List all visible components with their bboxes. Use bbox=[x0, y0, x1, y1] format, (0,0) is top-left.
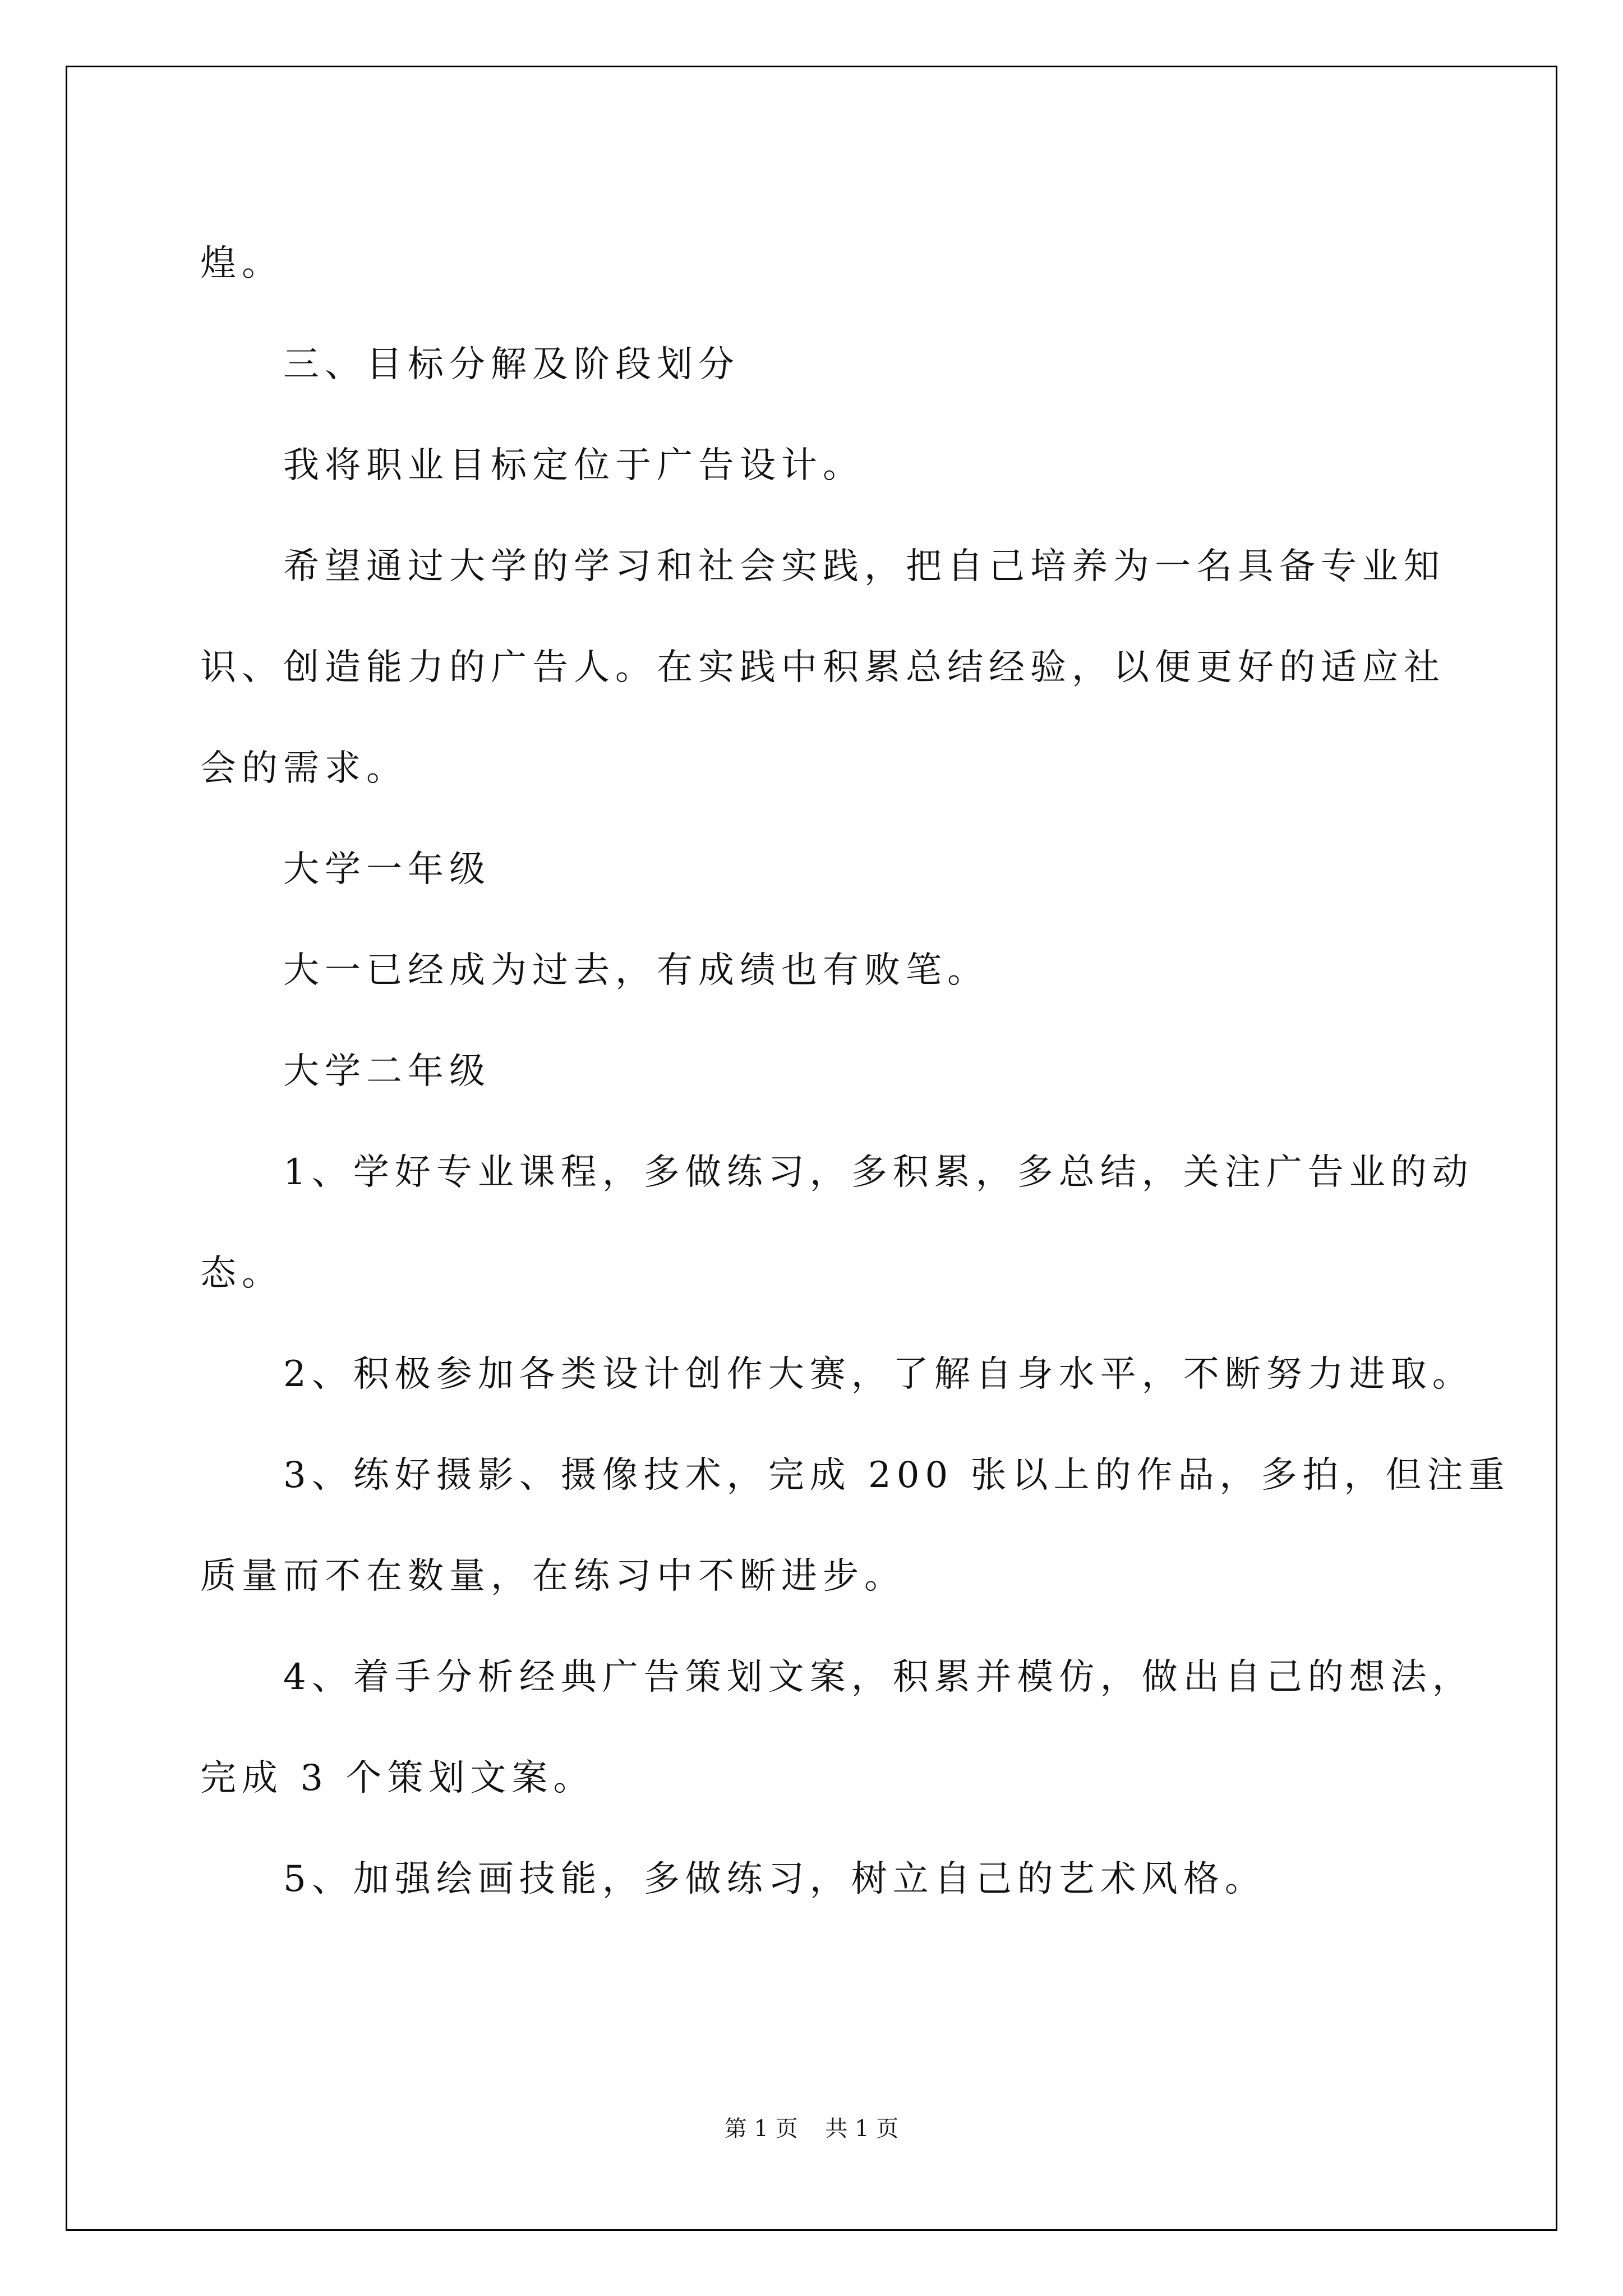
body-line: 希望通过大学的学习和社会实践，把自己培养为一名具备专业知 bbox=[283, 546, 1445, 587]
section-heading: 三、目标分解及阶段划分 bbox=[283, 344, 740, 385]
subheading-year-two: 大学二年级 bbox=[283, 1051, 491, 1092]
list-item: 3、练好摄影、摄像技术，完成 200 张以上的作品，多拍，但注重 bbox=[283, 1455, 1510, 1496]
page-number: 第 1 页 bbox=[724, 2116, 798, 2142]
list-item: 1、学好专业课程，多做练习，多积累，多总结，关注广告业的动 bbox=[283, 1152, 1474, 1193]
body-line: 识、创造能力的广告人。在实践中积累总结经验，以便更好的适应社 bbox=[200, 647, 1445, 688]
list-item: 2、积极参加各类设计创作大赛，了解自身水平，不断努力进取。 bbox=[283, 1354, 1474, 1395]
document-body bbox=[200, 213, 1510, 1930]
body-line: 会的需求。 bbox=[200, 748, 408, 789]
page-footer bbox=[0, 2111, 1623, 2143]
list-item-continuation: 完成 3 个策划文案。 bbox=[200, 1757, 595, 1799]
list-item-continuation: 态。 bbox=[200, 1253, 283, 1294]
body-line: 我将职业目标定位于广告设计。 bbox=[283, 445, 864, 486]
list-item: 4、着手分析经典广告策划文案，积累并模仿，做出自己的想法， bbox=[283, 1657, 1474, 1698]
body-line: 大一已经成为过去，有成绩也有败笔。 bbox=[283, 950, 989, 991]
body-line: 煌。 bbox=[200, 243, 283, 284]
subheading-year-one: 大学一年级 bbox=[283, 849, 491, 890]
page-total: 共 1 页 bbox=[825, 2116, 899, 2142]
list-item: 5、加强绘画技能，多做练习，树立自己的艺术风格。 bbox=[283, 1858, 1266, 1900]
list-item-continuation: 质量而不在数量，在练习中不断进步。 bbox=[200, 1556, 906, 1597]
